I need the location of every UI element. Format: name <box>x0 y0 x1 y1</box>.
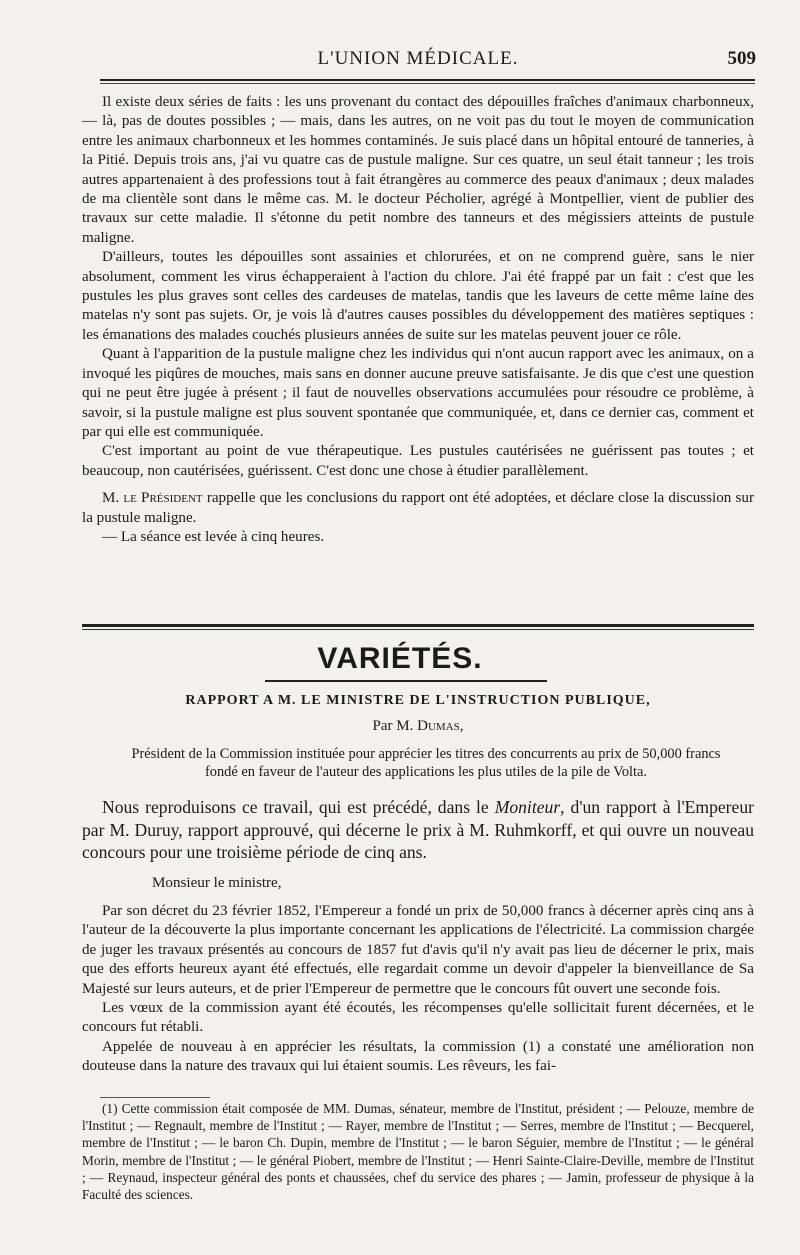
report-paragraph-3: Appelée de nouveau à en apprécier les résultats, la commission (1) a constaté une amélioration non douteuse dans la nature des travaux qui lui étaient soumis. Les rêveurs, les fai- <box>82 1038 754 1075</box>
report-paragraph-1: Par son décret du 23 février 1852, l'Empereur a fondé un prix de 50,000 francs à décerner après cinq ans à l'auteur de la découverte la plus importante concernant les applications de l'électricité. La commission chargée de juger les travaux présentés au concours de 1857 fut d'avis qu'il n'y avait pas lieu de décerner le prix, mais que des efforts heureux ayant été effectués, elle regardait comme un devoir d'appeler la bienveillance de Sa Majesté sur leurs auteurs, et de prier l'Empereur de permettre que le concours fût ouvert une seconde fois. <box>82 903 754 997</box>
subtitle-line-1: Président de la Commission instituée pour apprécier les titres des concurrents au prix de 50,000 francs <box>131 746 721 762</box>
author-prefix: Par M. <box>372 718 418 734</box>
author-suffix: , <box>459 718 464 734</box>
report-author <box>82 718 754 735</box>
footnote <box>82 1100 754 1203</box>
footnote-rule <box>100 1097 210 1098</box>
header-rule <box>100 79 755 81</box>
varietes-rule <box>265 680 547 682</box>
session-closing: — La séance est levée à cinq heures. <box>102 528 325 545</box>
discussion-paragraph-2: D'ailleurs, toutes les dépouilles sont assainies et chlorurées, et on ne comprend guère, sans le nier absolument, comment les virus échapperaient à l'action du chlore. J'ai été frappé par un fait : c'est que les pustules les plus graves sont celles des cardeuses de matelas, tandis que les laveurs de cette même laine des matelas n'y sont pas sujets. Or, je vois là d'autres causes possibles du développement des matières septiques : les émanations des malades couchés plusieurs années de suite sur les matelas peuvent jouer ce rôle. <box>82 249 754 343</box>
motion-text: rappelle que les conclusions du rapport ont été adoptées, et déclare close la discussion sur la pustule maligne. <box>82 490 754 526</box>
moniteur-title: Moniteur <box>494 797 561 817</box>
footnote-text: (1) Cette commission était composée de MM. Dumas, sénateur, membre de l'Institut, président ; — Pelouze, membre de l'Institut ; — Regnault, membre de l'Institut ; — Rayer, membre de l'Institut ; — Serres, membre de l'Institut ; — Becquerel, membre de l'Institut ; — le baron Ch. Dupin, membre de l'Institut ; — le baron Séguier, membre de l'Institut ; — le général Morin, membre de l'Institut ; — le général Piobert, membre de l'Institut ; — Henri Sainte-Claire-Deville, membre de l'Institut ; — Reynaud, inspecteur général des ponts et chaussées, chef du service des phares ; — Jamin, professeur de physique à la Faculté des sciences. <box>82 1101 754 1203</box>
discussion-paragraph-4: C'est important au point de vue thérapeutique. Les pustules cautérisées ne guérissent pas toutes ; et beaucoup, non cautérisées, guérissent. C'est donc une chose à étudier parallèlement. <box>82 443 754 479</box>
president-motion <box>82 489 754 528</box>
section-separator-thin <box>82 629 754 630</box>
header-rule-thin <box>100 83 755 84</box>
subtitle-line-2: fondé en faveur de l'auteur des applications les plus utiles de la pile de Volta. <box>204 764 648 780</box>
president-label: M. le Président <box>102 490 203 507</box>
discussion-paragraph-3: Quant à l'apparition de la pustule maligne chez les individus qui n'ont aucun rapport avec les animaux, on a invoqué les piqûres de mouches, mais sans en donner aucune preuve satisfaisante. Je dis que c'est une question qui ne peut être jugée à présent ; il faut de nouvelles observations accumulées pour résoudre ce problème, à savoir, si la pustule maligne est plus souvent spontanée que communiquée, et, dans ce dernier cas, comment et par qui elle est communiquée. <box>82 346 754 440</box>
section-separator <box>82 624 754 627</box>
discussion-section <box>82 93 754 547</box>
author-name: Dumas <box>417 718 460 734</box>
discussion-paragraph-1: Il existe deux séries de faits : les uns provenant du contact des dépouilles fraîches d'animaux charbonneux, — là, pas de doutes possibles ; — mais, dans les autres, on ne voit pas du tout le moyen de communication entre les animaux charbonneux et les hommes contaminés. Je suis placé dans un hôpital entouré de tanneries, à la Pitié. Depuis trois ans, j'ai vu quatre cas de pustule maligne. Sur ces quatre, un seul était tanneur ; les trois autres appartenaient à des professions tout à fait étrangères au commerce des peaux d'animaux ; deux malades de ma clientèle sont dans le même cas. M. le docteur Pécholier, agrégé à Montpellier, vient de publier des travaux sur cette maladie. Il s'étonne du petit nombre des tanneurs et des mégissiers atteints de pustule maligne. <box>82 94 754 246</box>
intro-text-start: Nous reproduisons ce travail, qui est précédé, dans le <box>102 797 495 817</box>
varietes-heading: VARIÉTÉS. <box>317 642 483 675</box>
journal-title: L'UNION MÉDICALE. <box>317 48 519 69</box>
page-number: 509 <box>727 48 756 69</box>
report-subtitle <box>96 745 756 781</box>
salutation: Monsieur le ministre, <box>152 875 282 891</box>
intro-text-end: , d'un rapport à l'Empereur par M. Duruy, rapport approuvé, qui décerne le prix à M. Ruhmkorff, et qui ouvre un nouveau concours pour une troisième période de cinq ans. <box>82 797 754 862</box>
editorial-intro <box>82 796 754 864</box>
report-paragraph-2: Les vœux de la commission ayant été écoutés, les récompenses qu'elle sollicitait furent décernées, et le concours fut rétabli. <box>82 1000 754 1036</box>
report-body <box>82 902 754 1077</box>
running-header <box>80 48 756 76</box>
report-title: RAPPORT A M. LE MINISTRE DE L'INSTRUCTION PUBLIQUE, <box>185 693 651 708</box>
intro-paragraph <box>82 796 754 864</box>
